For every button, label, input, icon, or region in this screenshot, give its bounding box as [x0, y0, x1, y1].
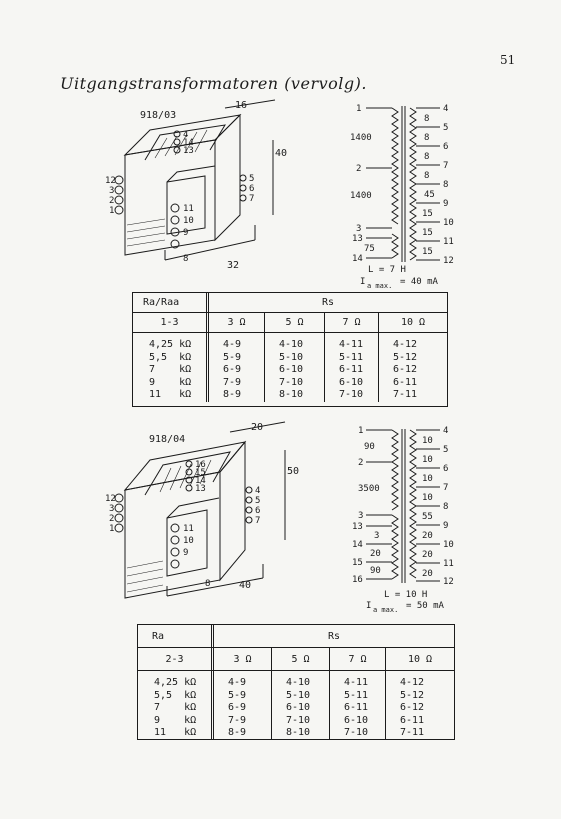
pin-label: 7 [443, 161, 449, 171]
current-sub: a max. [373, 606, 399, 614]
table-cell: 4-11 [344, 677, 369, 688]
dim-height: 50 [287, 466, 300, 477]
winding-value: 15 [422, 247, 433, 257]
current-label: I [366, 601, 372, 611]
pin-label: 1 [356, 104, 362, 114]
winding-value: 75 [364, 244, 375, 254]
dim-width: 32 [227, 260, 240, 271]
transformer-id: 918/03 [140, 110, 177, 121]
pin-label: 5 [255, 496, 261, 506]
pin-label: 3 [356, 224, 362, 234]
rs-sub-header: 5 Ω [265, 313, 325, 332]
table-cell: 5-9 [228, 689, 247, 701]
pin-label: 4 [443, 426, 449, 436]
table-cell: 6-11 [344, 702, 369, 713]
ra-header: Ra/Raa [133, 293, 209, 312]
current-sub: a max. [367, 282, 393, 290]
rs-sub-header: 10 Ω [407, 653, 433, 665]
pin-label: 8 [443, 180, 449, 190]
winding-value: 10 [422, 455, 433, 465]
table-cell: 6-10 [286, 702, 311, 713]
pin-label: 11 [443, 559, 454, 569]
rs-sub-header: 3 Ω [214, 648, 272, 670]
winding-value: 15 [422, 209, 433, 219]
rs-column [265, 333, 325, 402]
pin-label: 14 [352, 540, 363, 550]
pin-label: 3 [358, 511, 364, 521]
table-cell: 4-11 [339, 339, 364, 350]
transformer-918-03-drawing [105, 100, 295, 280]
table-cell: 6-11 [400, 714, 425, 726]
ra-column [138, 671, 214, 740]
rs-header: Rs [327, 630, 341, 642]
pin-label: 8 [183, 254, 189, 264]
pin-label: 6 [249, 184, 255, 194]
table-cell: 7-10 [344, 727, 369, 738]
table-cell: 5-10 [286, 689, 311, 701]
schematic-918-04 [340, 425, 460, 620]
pin-label: 3 [109, 186, 115, 196]
table-cell: 7-10 [339, 389, 364, 400]
table-cell: 5-9 [223, 351, 242, 363]
rs-sub-header: 5 Ω [272, 648, 330, 670]
pin-label: 7 [249, 194, 255, 204]
pin-label: 8 [443, 502, 449, 512]
pin-label: 12 [105, 494, 116, 504]
pin-label: 15 [195, 468, 206, 478]
ra-sub-header: 2-3 [138, 648, 214, 670]
pin-label: 5 [249, 174, 255, 184]
rs-column [209, 333, 265, 402]
rs-column [386, 671, 454, 740]
pin-label: 7 [255, 516, 261, 526]
table-cell: 5-10 [279, 351, 304, 363]
rs-header: Rs [321, 297, 335, 308]
dim-depth: 16 [235, 100, 248, 111]
pin-label: 12 [105, 176, 116, 186]
pin-label: 9 [443, 199, 449, 209]
ra-column [133, 333, 209, 402]
pin-label: 9 [443, 521, 449, 531]
table-cell: 4-12 [393, 339, 418, 350]
rs-sub-header: 3 Ω [209, 313, 265, 332]
winding-value: 45 [424, 190, 435, 200]
pin-label: 14 [352, 254, 363, 264]
pin-label: 7 [443, 483, 449, 493]
table-cell: 4-10 [286, 677, 311, 688]
pin-label: 6 [443, 142, 449, 152]
pin-label: 10 [183, 536, 194, 546]
transformer-918-04-drawing [105, 420, 305, 610]
dim-width: 40 [239, 580, 252, 591]
pin-label: 13 [352, 522, 363, 532]
rs-sub-header: 10 Ω [400, 317, 426, 328]
ra-header: Ra [138, 625, 214, 647]
pin-label: 2 [356, 164, 362, 174]
pin-label: 11 [443, 237, 454, 247]
table-cell: 4,25 kΩ [149, 339, 192, 350]
rs-sub-header: 7 Ω [325, 313, 379, 332]
table-cell: 5-11 [344, 689, 369, 701]
pin-label: 13 [195, 484, 206, 494]
table-cell: 7-10 [279, 376, 304, 388]
current-label: I [360, 277, 366, 287]
pin-label: 1 [109, 206, 115, 216]
table-cell: 7 kΩ [154, 702, 197, 713]
table-cell: 7-11 [400, 727, 425, 738]
table-cell: 6-10 [344, 714, 369, 726]
ra-sub-header: 1-3 [133, 313, 209, 332]
table-cell: 7-11 [393, 389, 418, 400]
winding-value: 55 [422, 512, 433, 522]
table-cell: 5-11 [339, 351, 364, 363]
pin-label: 14 [195, 476, 206, 486]
table-cell: 6-10 [339, 376, 364, 388]
current-value: = 50 mA [406, 601, 444, 611]
winding-value: 10 [422, 436, 433, 446]
table-cell: 8-9 [228, 727, 247, 738]
table-cell: 8-10 [286, 727, 311, 738]
table-cell: 6-10 [279, 364, 304, 375]
inductance-label: L = 10 H [384, 590, 428, 600]
table-cell: 6-12 [400, 702, 425, 713]
table-cell: 8-9 [223, 389, 242, 400]
table-cell: 4-10 [279, 339, 304, 350]
table-cell: 5-12 [393, 351, 418, 363]
winding-value: 8 [424, 133, 430, 143]
winding-value: 3 [374, 531, 380, 541]
rs-column [272, 671, 330, 740]
page-title: Uitgangstransformatoren (vervolg). [60, 74, 367, 93]
winding-value: 1400 [350, 133, 372, 143]
table-cell: 7 kΩ [149, 364, 192, 375]
pin-label: 10 [443, 540, 454, 550]
current-value: = 40 mA [400, 277, 438, 287]
table-cell: 5,5 kΩ [154, 689, 197, 701]
pin-label: 11 [183, 204, 194, 214]
winding-value: 10 [422, 474, 433, 484]
table-cell: 9 kΩ [154, 714, 197, 726]
inductance-label: L = 7 H [368, 265, 406, 275]
pin-label: 2 [109, 514, 115, 524]
dim-depth: 20 [251, 422, 264, 433]
pin-label: 9 [183, 228, 189, 238]
winding-value: 10 [422, 493, 433, 503]
table-cell: 6-11 [339, 364, 364, 375]
table-cell: 11 kΩ [149, 389, 192, 400]
rs-column [214, 671, 272, 740]
winding-value: 8 [424, 152, 430, 162]
pin-label: 2 [109, 196, 115, 206]
winding-table-918-03 [132, 292, 448, 407]
rs-column [379, 333, 447, 402]
table-cell: 4-9 [228, 677, 247, 688]
winding-value: 15 [422, 228, 433, 238]
pin-label: 4 [255, 486, 261, 496]
table-cell: 7-9 [228, 714, 247, 726]
pin-label: 13 [352, 234, 363, 244]
pin-label: 10 [443, 218, 454, 228]
table-cell: 7-9 [223, 376, 242, 388]
pin-label: 2 [358, 458, 364, 468]
table-cell: 5,5 kΩ [149, 351, 192, 363]
pin-label: 4 [183, 130, 189, 140]
table-cell: 4,25 kΩ [154, 677, 197, 688]
winding-value: 90 [370, 566, 381, 576]
pin-label: 16 [352, 575, 363, 585]
transformer-id: 918/04 [149, 434, 186, 445]
table-cell: 7-10 [286, 714, 311, 726]
pin-label: 1 [109, 524, 115, 534]
winding-value: 90 [364, 442, 375, 452]
pin-label: 12 [443, 256, 454, 266]
winding-value: 1400 [350, 191, 372, 201]
pin-label: 8 [205, 579, 211, 589]
table-cell: 9 kΩ [149, 376, 192, 388]
table-cell: 11 kΩ [154, 727, 197, 738]
winding-value: 20 [422, 550, 433, 560]
pin-label: 11 [183, 524, 194, 534]
table-cell: 6-9 [223, 364, 242, 375]
winding-value: 3500 [358, 484, 380, 494]
pin-label: 15 [352, 558, 363, 568]
table-cell: 4-9 [223, 339, 242, 350]
table-cell: 4-12 [400, 677, 425, 688]
table-cell: 6-11 [393, 376, 418, 388]
table-cell: 6-12 [393, 364, 418, 375]
pin-label: 16 [195, 460, 206, 470]
pin-label: 9 [183, 548, 189, 558]
table-cell: 6-9 [228, 702, 247, 713]
winding-value: 8 [424, 114, 430, 124]
winding-value: 20 [370, 549, 381, 559]
rs-column [325, 333, 379, 402]
pin-label: 3 [109, 504, 115, 514]
dim-height: 40 [275, 148, 288, 159]
table-cell: 5-12 [400, 689, 425, 701]
page-number: 51 [500, 53, 516, 67]
winding-value: 8 [424, 171, 430, 181]
pin-label: 4 [443, 104, 449, 114]
pin-label: 14 [183, 138, 194, 148]
rs-sub-header: 7 Ω [330, 648, 386, 670]
table-cell: 8-10 [279, 389, 304, 400]
winding-value: 20 [422, 569, 433, 579]
rs-column [330, 671, 386, 740]
pin-label: 1 [358, 426, 364, 436]
winding-value: 20 [422, 531, 433, 541]
pin-label: 5 [443, 445, 449, 455]
pin-label: 6 [443, 464, 449, 474]
winding-table-918-04 [137, 624, 455, 740]
pin-label: 10 [183, 216, 194, 226]
pin-label: 5 [443, 123, 449, 133]
pin-label: 12 [443, 577, 454, 587]
schematic-918-03 [340, 100, 460, 295]
pin-label: 6 [255, 506, 261, 516]
pin-label: 13 [183, 146, 194, 156]
